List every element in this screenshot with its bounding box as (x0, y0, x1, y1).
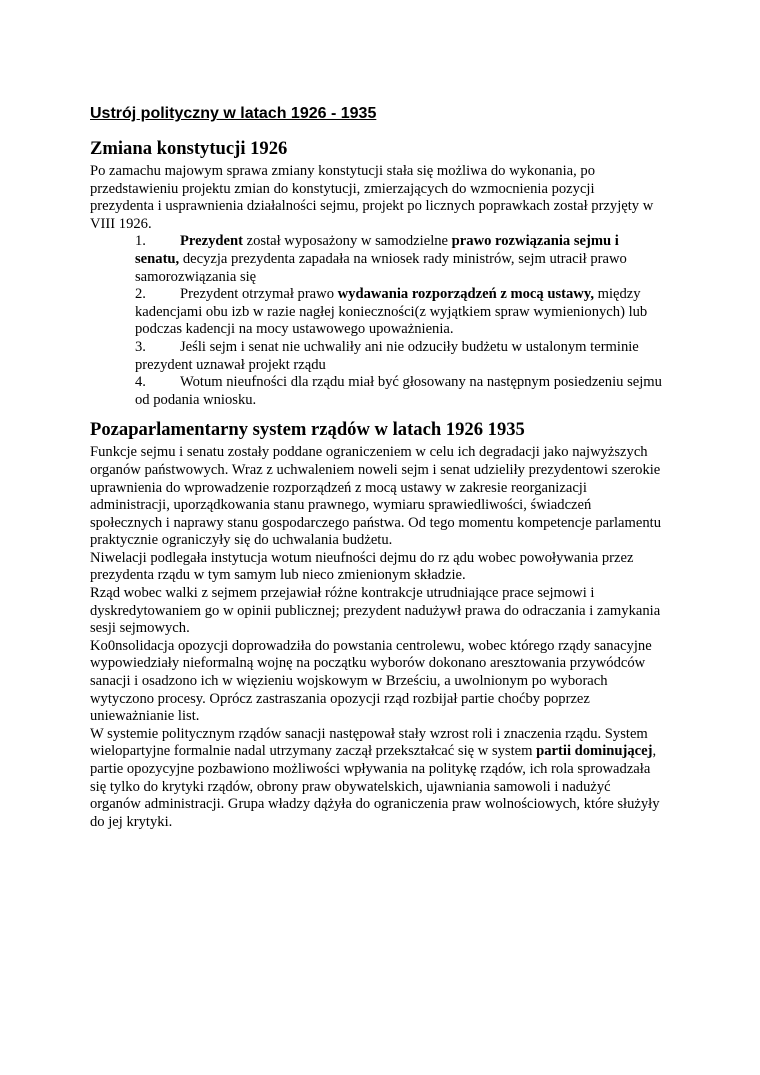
bold-text: wydawania rozporządzeń z mocą ustawy, (337, 286, 594, 303)
document-body (90, 104, 662, 831)
section-paragraph: Niwelacji podlegała instytucja wotum nieufności dejmu do rz ądu wobec powoływania przez prezydenta rządu w tym samym lub nieco zmienionym składzie. (90, 549, 634, 584)
bold-text: Prezydent (180, 233, 243, 250)
section-paragraph: Funkcje sejmu i senatu zostały poddane ograniczeniem w celu ich degradacji jako najwyższych organów państwowych. Wraz z uchwaleniem noweli sejm i senat udzieliły prezydentowi szerokie uprawnienia do wprowadzenie rozporządzeń z mocą ustawy w zakresie reorganizacji administracji, uporządkowania stanu prawnego, wymiaru sprawiedliwości, świadczeń społecznych i naprawy stanu gospodarczego państwa. Od tego momentu kompetencje parlamentu praktycznie ograniczyły się do uchwalania budżetu. (90, 444, 662, 549)
paragraph-text: , partie opozycyjne pozbawiono możliwości wpływania na politykę rządów, ich rola sprowadzała się tylko do krytyki rządów, obrony praw obywatelskich, ujawniania samowoli i nadużyć organów administracji. Grupa władzy dążyła do ograniczenia praw wolnościowych, które służyły do jej krytyki. (90, 743, 660, 830)
section-heading-extraparliamentary: Pozaparlamentarny system rządów w latach 1926 1935 (90, 419, 525, 441)
list-text: Prezydent otrzymał prawo (180, 286, 338, 303)
list-text: został wyposażony w samodzielne (242, 233, 452, 250)
list-item (135, 339, 662, 374)
list-item (135, 286, 662, 339)
list-number: 4. (135, 374, 146, 391)
list-item (135, 233, 662, 286)
document-title: Ustrój polityczny w latach 1926 - 1935 (90, 105, 377, 122)
list-number: 1. (135, 233, 146, 250)
list-number: 3. (135, 338, 146, 355)
list-text: Jeśli sejm i senat nie uchwaliły ani nie odzuciły budżetu w ustalonym terminie prezydent uznawał projekt rządu (135, 338, 639, 373)
bold-text: prawo rozwiązania sejmu i senatu, (135, 233, 619, 267)
paragraph-text: W systemie politycznym rządów sanacji następował stały wzrost roli i znaczenia rządu. System wielopartyjne formalnie nadal utrzymany zaczął przekształcać się w system (90, 725, 648, 760)
list-item (135, 374, 662, 409)
section-paragraph (90, 726, 662, 832)
list-number: 2. (135, 286, 146, 303)
list-text: Wotum nieufności dla rządu miał być głosowany na następnym posiedzeniu sejmu od podania wniosku. (135, 374, 662, 408)
list-text: decyzja prezydenta zapadała na wniosek rady ministrów, sejm utracił prawo samorozwiązania się (135, 250, 627, 285)
section-paragraph: Rząd wobec walki z sejmem przejawiał różne kontrakcje utrudniające prace sejmowi i dyskredytowaniem go w opinii publicznej; prezydent nadużywł prawa do odraczania i zamykania sesji sejmowych. (90, 585, 661, 637)
section-paragraph: Ko0nsolidacja opozycji doprowadziła do powstania centrolewu, wobec którego rządy sanacyjne wypowiedziały nieformalną wojnę na początku wyborów dokonano aresztowania przywódców sanacji i osadzono ich w więzieniu wojskowym w Brześciu, a uwolnionym po wyborach wytyczono procesy. Oprócz zastraszania opozycji rząd rozbijał partie choćby poprzez unieważnianie list. (90, 637, 652, 725)
numbered-list (90, 233, 662, 409)
section-heading-constitution: Zmiana konstytucji 1926 (90, 138, 288, 159)
list-text: między kadencjami obu izb w razie nagłej konieczności(z wyjątkiem spraw wymienionych) lub podczas kadencji na mocy ustawowego upoważnienia. (135, 286, 648, 338)
section-paragraph: Po zamachu majowym sprawa zmiany konstytucji stała się możliwa do wykonania, po przedstawieniu projektu zmian do konstytucji, zmierzających do wzmocnienia pozycji prezydenta i usprawnienia działalności sejmu, projekt po licznych poprawkach został przyjęty w VIII 1926. (90, 163, 654, 232)
bold-text: partii dominującej (536, 743, 653, 760)
